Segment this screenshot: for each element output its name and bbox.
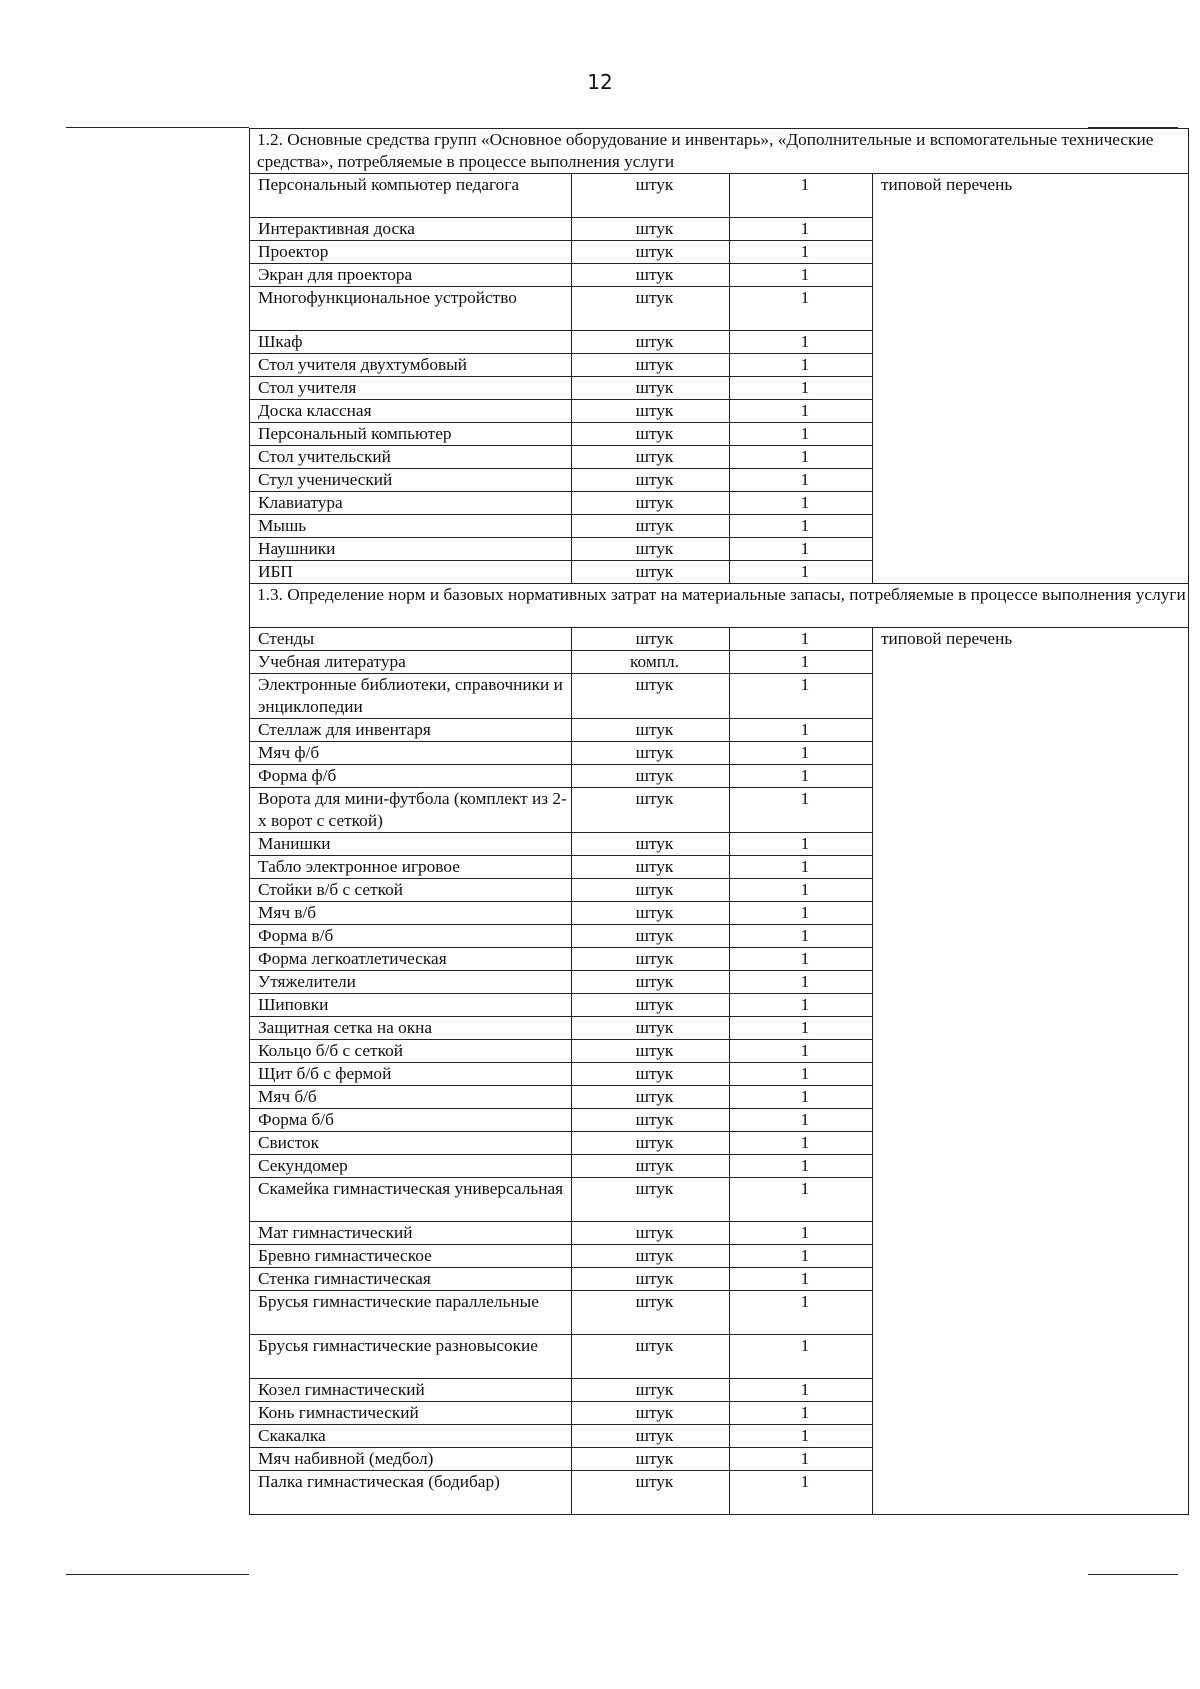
item-quantity: 1 [730, 264, 873, 287]
item-name: Манишки [250, 833, 572, 856]
item-unit: штук [572, 377, 730, 400]
item-unit: штук [572, 765, 730, 788]
norms-table [249, 128, 1189, 1515]
item-quantity: 1 [730, 446, 873, 469]
item-unit: штук [572, 1017, 730, 1040]
section-heading: 1.2. Основные средства групп «Основное оборудование и инвентарь», «Дополнительные и вспомогательные технические средства», потребляемые в процессе выполнения услуги [250, 129, 1189, 174]
item-quantity: 1 [730, 1471, 873, 1515]
item-unit: штук [572, 902, 730, 925]
item-quantity: 1 [730, 1063, 873, 1086]
item-name: Палка гимнастическая (бодибар) [250, 1471, 572, 1515]
bottom-right-rule [1088, 1574, 1178, 1575]
item-unit: штук [572, 1291, 730, 1335]
item-unit: компл. [572, 651, 730, 674]
item-name: Стенка гимнастическая [250, 1268, 572, 1291]
note-cell: типовой перечень [873, 174, 1189, 584]
note-cell: типовой перечень [873, 628, 1189, 1515]
item-unit: штук [572, 1425, 730, 1448]
item-quantity: 1 [730, 331, 873, 354]
item-quantity: 1 [730, 742, 873, 765]
item-name: Конь гимнастический [250, 1402, 572, 1425]
item-unit: штук [572, 538, 730, 561]
item-name: Форма в/б [250, 925, 572, 948]
item-quantity: 1 [730, 469, 873, 492]
item-quantity: 1 [730, 1291, 873, 1335]
table-row [250, 628, 1189, 651]
item-quantity: 1 [730, 1155, 873, 1178]
item-quantity: 1 [730, 1178, 873, 1222]
item-unit: штук [572, 174, 730, 218]
page-number: 12 [587, 70, 613, 94]
item-unit: штук [572, 241, 730, 264]
item-unit: штук [572, 1132, 730, 1155]
item-unit: штук [572, 354, 730, 377]
item-name: Козел гимнастический [250, 1379, 572, 1402]
item-unit: штук [572, 1471, 730, 1515]
bottom-left-rule [66, 1574, 249, 1575]
item-name: Персональный компьютер педагога [250, 174, 572, 218]
item-unit: штук [572, 1379, 730, 1402]
item-unit: штук [572, 1109, 730, 1132]
item-name: Стенды [250, 628, 572, 651]
item-quantity: 1 [730, 788, 873, 833]
item-unit: штук [572, 264, 730, 287]
item-name: Секундомер [250, 1155, 572, 1178]
item-unit: штук [572, 719, 730, 742]
item-name: Шкаф [250, 331, 572, 354]
item-name: Защитная сетка на окна [250, 1017, 572, 1040]
item-name: Стол учительский [250, 446, 572, 469]
item-name: Бревно гимнастическое [250, 1245, 572, 1268]
item-unit: штук [572, 833, 730, 856]
item-quantity: 1 [730, 651, 873, 674]
item-unit: штук [572, 856, 730, 879]
item-name: Мяч в/б [250, 902, 572, 925]
item-quantity: 1 [730, 1268, 873, 1291]
item-quantity: 1 [730, 902, 873, 925]
item-unit: штук [572, 218, 730, 241]
item-unit: штук [572, 287, 730, 331]
item-unit: штук [572, 423, 730, 446]
item-unit: штук [572, 1086, 730, 1109]
item-quantity: 1 [730, 174, 873, 218]
item-name: Кольцо б/б с сеткой [250, 1040, 572, 1063]
item-unit: штук [572, 1402, 730, 1425]
item-name: Мышь [250, 515, 572, 538]
item-quantity: 1 [730, 538, 873, 561]
item-name: Ворота для мини-футбола (комплект из 2-х ворот с сеткой) [250, 788, 572, 833]
item-name: Скамейка гимнастическая универсальная [250, 1178, 572, 1222]
item-unit: штук [572, 1063, 730, 1086]
item-name: Скакалка [250, 1425, 572, 1448]
item-unit: штук [572, 925, 730, 948]
item-name: Многофункциональное устройство [250, 287, 572, 331]
item-unit: штук [572, 446, 730, 469]
item-quantity: 1 [730, 1109, 873, 1132]
item-quantity: 1 [730, 856, 873, 879]
item-unit: штук [572, 788, 730, 833]
item-quantity: 1 [730, 1379, 873, 1402]
item-unit: штук [572, 492, 730, 515]
item-name: Стол учителя двухтумбовый [250, 354, 572, 377]
item-name: Табло электронное игровое [250, 856, 572, 879]
item-unit: штук [572, 331, 730, 354]
table-row [250, 174, 1189, 218]
item-quantity: 1 [730, 377, 873, 400]
section-heading-row [250, 584, 1189, 628]
item-name: Утяжелители [250, 971, 572, 994]
item-name: Форма ф/б [250, 765, 572, 788]
item-name: Щит б/б с фермой [250, 1063, 572, 1086]
item-unit: штук [572, 628, 730, 651]
item-quantity: 1 [730, 948, 873, 971]
item-quantity: 1 [730, 674, 873, 719]
item-name: Учебная литература [250, 651, 572, 674]
item-name: Брусья гимнастические параллельные [250, 1291, 572, 1335]
item-unit: штук [572, 515, 730, 538]
item-name: Стол учителя [250, 377, 572, 400]
item-name: Стул ученический [250, 469, 572, 492]
item-quantity: 1 [730, 492, 873, 515]
item-unit: штук [572, 1335, 730, 1379]
item-unit: штук [572, 879, 730, 902]
item-name: Доска классная [250, 400, 572, 423]
item-quantity: 1 [730, 1017, 873, 1040]
item-name: Клавиатура [250, 492, 572, 515]
item-quantity: 1 [730, 423, 873, 446]
item-unit: штук [572, 994, 730, 1017]
item-quantity: 1 [730, 241, 873, 264]
item-quantity: 1 [730, 719, 873, 742]
item-quantity: 1 [730, 971, 873, 994]
item-name: Мяч б/б [250, 1086, 572, 1109]
item-quantity: 1 [730, 1222, 873, 1245]
item-name: Стеллаж для инвентаря [250, 719, 572, 742]
item-unit: штук [572, 742, 730, 765]
section-heading-row [250, 129, 1189, 174]
item-name: Мяч набивной (медбол) [250, 1448, 572, 1471]
item-quantity: 1 [730, 287, 873, 331]
item-quantity: 1 [730, 1132, 873, 1155]
item-name: Мат гимнастический [250, 1222, 572, 1245]
item-name: Мяч ф/б [250, 742, 572, 765]
item-unit: штук [572, 1245, 730, 1268]
item-quantity: 1 [730, 765, 873, 788]
item-name: Электронные библиотеки, справочники и энциклопедии [250, 674, 572, 719]
item-name: Персональный компьютер [250, 423, 572, 446]
item-unit: штук [572, 1155, 730, 1178]
item-quantity: 1 [730, 561, 873, 584]
item-name: Форма б/б [250, 1109, 572, 1132]
item-name: Брусья гимнастические разновысокие [250, 1335, 572, 1379]
item-unit: штук [572, 400, 730, 423]
item-quantity: 1 [730, 400, 873, 423]
item-quantity: 1 [730, 628, 873, 651]
item-quantity: 1 [730, 925, 873, 948]
item-quantity: 1 [730, 1425, 873, 1448]
item-unit: штук [572, 1222, 730, 1245]
item-quantity: 1 [730, 1335, 873, 1379]
item-unit: штук [572, 674, 730, 719]
item-name: Форма легкоатлетическая [250, 948, 572, 971]
item-unit: штук [572, 1448, 730, 1471]
item-quantity: 1 [730, 218, 873, 241]
item-quantity: 1 [730, 354, 873, 377]
item-quantity: 1 [730, 833, 873, 856]
item-name: ИБП [250, 561, 572, 584]
top-left-rule [66, 127, 249, 128]
item-quantity: 1 [730, 994, 873, 1017]
item-name: Свисток [250, 1132, 572, 1155]
item-name: Интерактивная доска [250, 218, 572, 241]
item-unit: штук [572, 1178, 730, 1222]
item-quantity: 1 [730, 1040, 873, 1063]
item-name: Шиповки [250, 994, 572, 1017]
item-quantity: 1 [730, 1448, 873, 1471]
item-unit: штук [572, 469, 730, 492]
item-unit: штук [572, 948, 730, 971]
item-unit: штук [572, 1040, 730, 1063]
item-name: Экран для проектора [250, 264, 572, 287]
item-name: Проектор [250, 241, 572, 264]
item-unit: штук [572, 561, 730, 584]
item-quantity: 1 [730, 1402, 873, 1425]
item-quantity: 1 [730, 1086, 873, 1109]
item-unit: штук [572, 1268, 730, 1291]
item-quantity: 1 [730, 879, 873, 902]
item-name: Наушники [250, 538, 572, 561]
item-quantity: 1 [730, 1245, 873, 1268]
item-quantity: 1 [730, 515, 873, 538]
section-heading: 1.3. Определение норм и базовых нормативных затрат на материальные запасы, потребляемые в процессе выполнения услуги [250, 584, 1189, 628]
item-unit: штук [572, 971, 730, 994]
item-name: Стойки в/б с сеткой [250, 879, 572, 902]
